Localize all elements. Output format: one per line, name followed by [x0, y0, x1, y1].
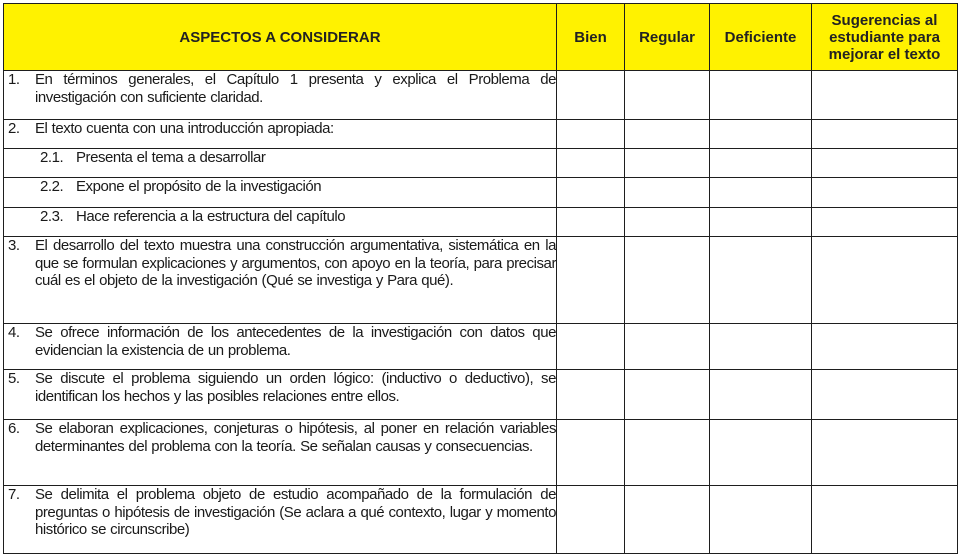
table-row	[4, 120, 958, 149]
bien-cell[interactable]	[557, 237, 625, 324]
item-text: Se elaboran explicaciones, conjeturas o hipótesis, al poner en relación variables determinantes del problema con la teoría. Se señalan causas y consecuencias.	[35, 420, 556, 455]
aspect-cell	[4, 149, 557, 178]
sugerencias-cell[interactable]	[812, 71, 958, 120]
aspect-cell	[4, 208, 557, 237]
item-number: 2.	[8, 120, 20, 137]
bien-cell[interactable]	[557, 120, 625, 149]
item-text: El desarrollo del texto muestra una construcción argumentativa, sistemática en la que se formulan explicaciones y argumentos, con apoyo en la teoría, para precisar cuál es el objeto de la investigación (Qué se investiga y Para qué).	[35, 237, 556, 289]
table-row	[4, 324, 958, 370]
table-row	[4, 149, 958, 178]
item-text: Se discute el problema siguiendo un orden lógico: (inductivo o deductivo), se identifican los hechos y las posibles relaciones entre ellos.	[35, 370, 556, 405]
regular-cell[interactable]	[625, 178, 710, 208]
deficiente-cell[interactable]	[710, 324, 812, 370]
bien-cell[interactable]	[557, 370, 625, 420]
aspect-cell	[4, 324, 557, 370]
bien-cell[interactable]	[557, 324, 625, 370]
deficiente-cell[interactable]	[710, 178, 812, 208]
deficiente-cell[interactable]	[710, 208, 812, 237]
table-row	[4, 208, 958, 237]
bien-cell[interactable]	[557, 178, 625, 208]
aspect-cell	[4, 486, 557, 554]
sugerencias-cell[interactable]	[812, 420, 958, 486]
deficiente-cell[interactable]	[710, 370, 812, 420]
item-number: 1.	[8, 71, 20, 88]
regular-cell[interactable]	[625, 120, 710, 149]
table-row	[4, 370, 958, 420]
regular-cell[interactable]	[625, 486, 710, 554]
sugerencias-cell[interactable]	[812, 370, 958, 420]
aspect-cell	[4, 120, 557, 149]
deficiente-cell[interactable]	[710, 237, 812, 324]
item-text: Presenta el tema a desarrollar	[76, 149, 266, 166]
header-aspects: ASPECTOS A CONSIDERAR	[4, 4, 557, 71]
aspect-cell	[4, 237, 557, 324]
aspect-cell	[4, 71, 557, 120]
regular-cell[interactable]	[625, 420, 710, 486]
header-deficiente: Deficiente	[710, 4, 812, 71]
deficiente-cell[interactable]	[710, 420, 812, 486]
regular-cell[interactable]	[625, 324, 710, 370]
deficiente-cell[interactable]	[710, 120, 812, 149]
sugerencias-cell[interactable]	[812, 120, 958, 149]
deficiente-cell[interactable]	[710, 149, 812, 178]
item-number: 7.	[8, 486, 20, 503]
bien-cell[interactable]	[557, 71, 625, 120]
item-number: 2.1.	[40, 149, 64, 166]
item-text: Hace referencia a la estructura del capítulo	[76, 208, 346, 225]
item-text: El texto cuenta con una introducción apropiada:	[35, 120, 334, 137]
header-sugerencias: Sugerencias al estudiante para mejorar el texto	[812, 4, 958, 71]
header-bien: Bien	[557, 4, 625, 71]
table-row	[4, 420, 958, 486]
table-row	[4, 71, 958, 120]
sugerencias-cell[interactable]	[812, 237, 958, 324]
header-regular: Regular	[625, 4, 710, 71]
sugerencias-cell[interactable]	[812, 324, 958, 370]
item-number: 2.2.	[40, 178, 64, 195]
regular-cell[interactable]	[625, 370, 710, 420]
table-row	[4, 237, 958, 324]
table-row	[4, 178, 958, 208]
regular-cell[interactable]	[625, 149, 710, 178]
sugerencias-cell[interactable]	[812, 486, 958, 554]
sugerencias-cell[interactable]	[812, 178, 958, 208]
regular-cell[interactable]	[625, 208, 710, 237]
sugerencias-cell[interactable]	[812, 208, 958, 237]
item-number: 5.	[8, 370, 20, 387]
item-text: Expone el propósito de la investigación	[76, 178, 322, 195]
evaluation-rubric-table	[3, 3, 958, 554]
deficiente-cell[interactable]	[710, 486, 812, 554]
regular-cell[interactable]	[625, 71, 710, 120]
deficiente-cell[interactable]	[710, 71, 812, 120]
item-number: 4.	[8, 324, 20, 341]
item-text: Se ofrece información de los antecedentes de la investigación con datos que evidencian la existencia de un problema.	[35, 324, 556, 359]
aspect-cell	[4, 370, 557, 420]
item-number: 6.	[8, 420, 20, 437]
aspect-cell	[4, 420, 557, 486]
aspect-cell	[4, 178, 557, 208]
sugerencias-cell[interactable]	[812, 149, 958, 178]
bien-cell[interactable]	[557, 149, 625, 178]
bien-cell[interactable]	[557, 486, 625, 554]
item-number: 2.3.	[40, 208, 64, 225]
item-text: En términos generales, el Capítulo 1 presenta y explica el Problema de investigación con suficiente claridad.	[35, 71, 556, 106]
regular-cell[interactable]	[625, 237, 710, 324]
bien-cell[interactable]	[557, 420, 625, 486]
table-row	[4, 486, 958, 554]
item-number: 3.	[8, 237, 20, 254]
item-text: Se delimita el problema objeto de estudio acompañado de la formulación de preguntas o hipótesis de investigación (Se aclara a qué contexto, lugar y momento histórico se circunscribe)	[35, 486, 556, 538]
header-row	[4, 4, 958, 71]
bien-cell[interactable]	[557, 208, 625, 237]
